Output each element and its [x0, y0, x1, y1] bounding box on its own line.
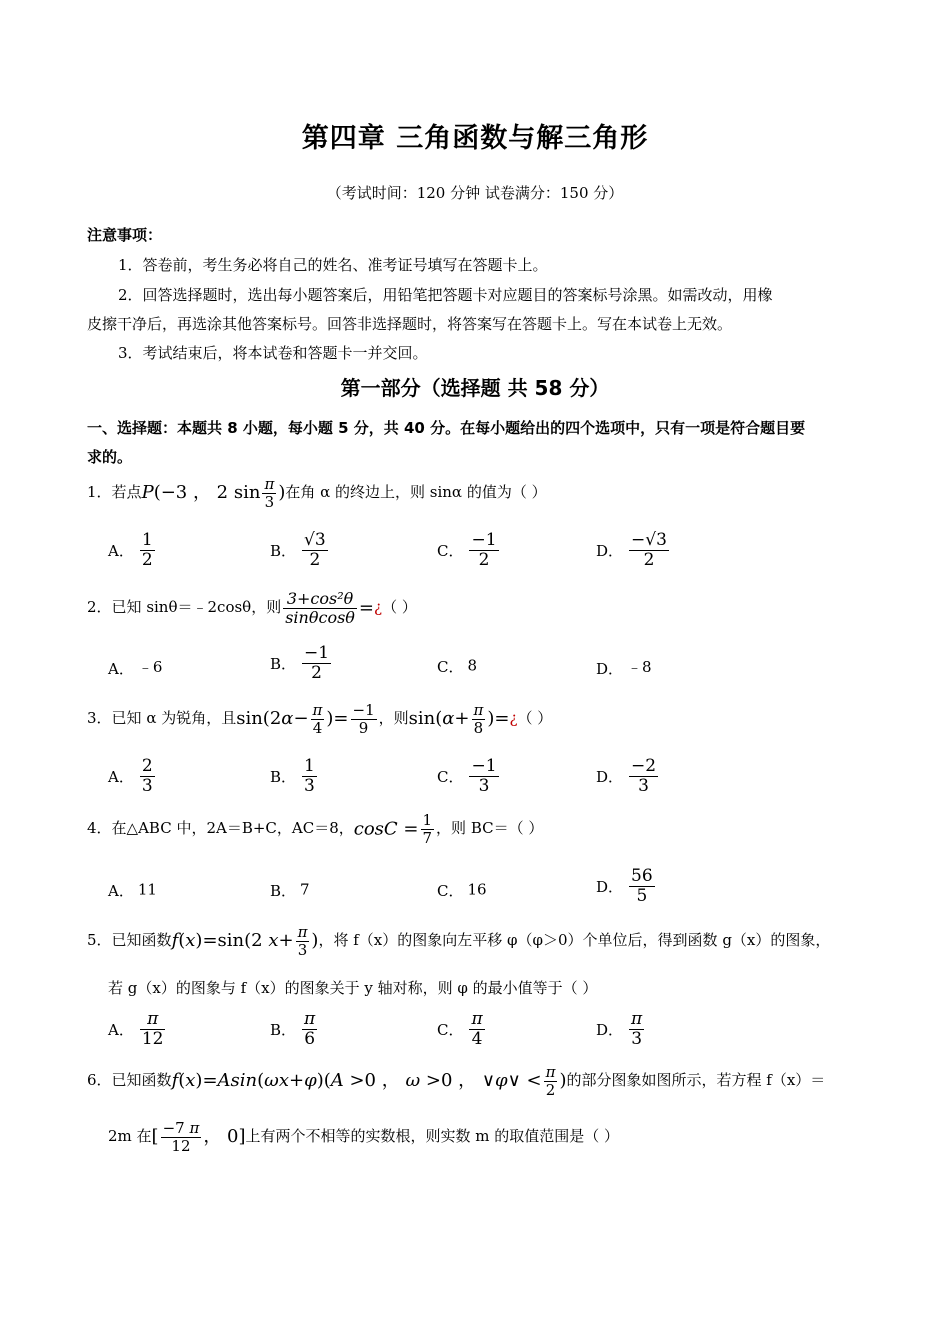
option-a[interactable]: A． ﹣6 — [108, 658, 163, 678]
option-c[interactable]: C． $\frac{\pi}{4}$ — [437, 1009, 483, 1049]
option-b[interactable]: B． $\frac{-1}{2}$ — [270, 643, 330, 683]
mark-symbol: ¿ — [374, 598, 383, 617]
option-d[interactable]: D． $\frac{-√3}{2}$ — [596, 530, 667, 570]
option-c[interactable]: C． $\frac{-1}{3}$ — [437, 756, 497, 796]
option-b[interactable]: B． 7 — [270, 880, 310, 900]
section-heading-line-1: 一、选择题：本题共 8 小题，每小题 5 分，共 40 分。在每小题给出的四个选项中，只有一项是符合题目要 — [87, 419, 806, 437]
question-number: 1． — [87, 483, 112, 501]
option-c[interactable]: C． 8 — [437, 656, 478, 676]
option-a[interactable]: A． $\frac{2}{3}$ — [108, 756, 153, 796]
question-6-line-2: 2m 在[ $\frac{-7 \pi}{12}$ ， 0]上有两个不相等的实数根，则实数 m 的取值范围是（ ） — [108, 1119, 620, 1155]
option-b[interactable]: B． $\frac{√3}{2}$ — [270, 530, 326, 570]
part-heading: 第一部分（选择题 共 58 分） — [340, 376, 610, 400]
option-d[interactable]: D． $\frac{\pi}{3}$ — [596, 1009, 643, 1049]
question-2: 2．已知 sinθ＝﹣2cosθ，则 $\frac{\text{3+cos²θ}}{\sin\theta\cos\theta}$ =¿（ ） — [87, 589, 417, 627]
math-expression: sin(α+ $\frac{\pi}{8}$ )= — [408, 701, 510, 737]
note-item-1: 1．答卷前，考生务必将自己的姓名、准考证号填写在答题卡上。 — [118, 256, 548, 274]
section-heading-line-2: 求的。 — [87, 448, 133, 466]
option-b[interactable]: B． $\frac{\pi}{6}$ — [270, 1009, 316, 1049]
question-3: 3．已知 α 为锐角，且sin(2α− $\frac{\pi}{4}$ )= $\frac{-1}{9}$ ，则sin(α+ $\frac{\pi}{8}$ )=¿（ ） — [87, 701, 553, 737]
math-point: P(−3 ， 2 sin $\frac{\pi}{3}$ ) — [141, 475, 286, 511]
note-item-2-line-1: 2．回答选择题时，选出每小题答案后，用铅笔把答题卡对应题目的答案标号涂黑。如需改动，用橡 — [118, 286, 773, 304]
question-text: 在角 α 的终边上，则 sinα 的值为（ ） — [285, 483, 547, 501]
question-4: 4．在△ABC 中，2A＝B+C，AC＝8，cosC = $\frac{1}{7}$ ，则 BC＝（ ） — [87, 811, 544, 847]
question-1 — [87, 476, 547, 510]
page-title: 第四章 三角函数与解三角形 — [301, 123, 649, 154]
option-d[interactable]: D． $\frac{-2}{3}$ — [596, 756, 657, 796]
math-fraction: $\frac{\text{3+cos²θ}}{\sin\theta\cos\theta}$ — [285, 589, 355, 627]
question-5-line-2: 若 g（x）的图象与 f（x）的图象关于 y 轴对称，则 φ 的最小值等于（ ） — [108, 979, 598, 997]
option-c[interactable]: C． $\frac{-1}{2}$ — [437, 530, 497, 570]
option-a[interactable]: A． $\frac{\pi}{12}$ — [108, 1009, 164, 1049]
math-expression: sin(2α− $\frac{\pi}{4}$ )= $\frac{-1}{9}$ — [236, 701, 375, 737]
math-fraction: $\frac{1}{7}$ — [422, 811, 433, 847]
note-item-3: 3．考试结束后，将本试卷和答题卡一并交回。 — [118, 344, 428, 362]
exam-info: （考试时间：120 分钟 试卷满分：150 分） — [326, 184, 624, 202]
question-6: 6．已知函数f(x)=Asin(ωx+φ)(A >0 ， ω >0 ， ∨φ∨ < $\frac{\pi}{2}$ )的部分图象如图所示，若方程 f（x）＝ — [87, 1063, 826, 1099]
notes-heading: 注意事项： — [87, 226, 163, 244]
option-a[interactable]: A． $\frac{1}{2}$ — [108, 530, 153, 570]
question-text: 若点 — [111, 483, 142, 501]
note-item-2-line-2: 皮擦干净后，再选涂其他答案标号。回答非选择题时，将答案写在答题卡上。写在本试卷上无效。 — [87, 315, 733, 333]
option-c[interactable]: C． 16 — [437, 880, 487, 900]
math-interval: [ $\frac{-7 \pi}{12}$ ， 0] — [151, 1119, 246, 1155]
option-d[interactable]: D． ﹣8 — [596, 658, 652, 678]
math-expression: f(x)=sin(2 x+ $\frac{\pi}{3}$ ) — [171, 923, 319, 959]
option-b[interactable]: B． $\frac{1}{3}$ — [270, 756, 315, 796]
question-number: 2． — [87, 598, 112, 617]
question-5: 5．已知函数f(x)=sin(2 x+ $\frac{\pi}{3}$ )，将 f（x）的图象向左平移 φ（φ＞0）个单位后，得到函数 g（x）的图象， — [87, 923, 831, 959]
option-a[interactable]: A． 11 — [108, 880, 157, 900]
question-text: 已知 sinθ＝﹣2cosθ，则 — [111, 598, 282, 617]
math-expression: f(x)=Asin(ωx+φ)(A >0 ， ω >0 ， ∨φ∨ < $\frac{\pi}{2}$ ) — [171, 1063, 567, 1099]
option-d[interactable]: D． $\frac{56}{5}$ — [596, 866, 653, 906]
